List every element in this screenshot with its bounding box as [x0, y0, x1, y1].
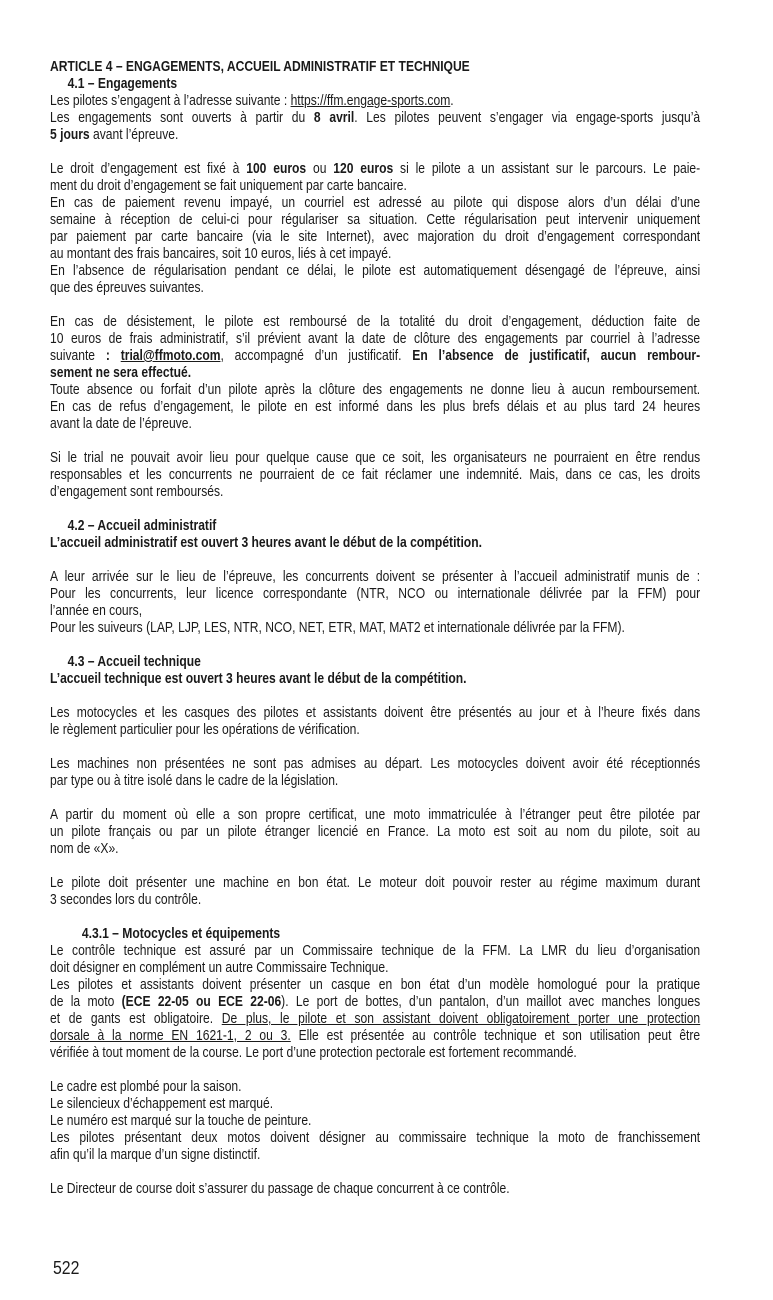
- paragraph-line: [50, 1028, 700, 1045]
- paragraph-line: Le numéro est marqué sur la touche de peinture.: [50, 1113, 312, 1129]
- paragraph-line: Pour les concurrents, leur licence correspondante (NTR, NCO ou internationale délivrée par la FFM) pour: [50, 586, 701, 602]
- section-4-3-subheading: L’accueil technique est ouvert 3 heures avant le début de la compétition.: [50, 671, 467, 687]
- paragraph-line: ment du droit d’engagement se fait uniquement par carte bancaire.: [50, 178, 407, 194]
- text: de la moto: [50, 994, 122, 1010]
- paragraph-line: [50, 127, 700, 144]
- page-number: 522: [53, 1258, 80, 1278]
- paragraph-line: par type ou à titre isolé dans le cadre de la législation.: [50, 773, 339, 789]
- paragraph-line: avant la date de l’épreuve.: [50, 416, 192, 432]
- paragraph-line: 10 euros de frais administratif, s’il prévient avant la date de clôture des engagements par courriel à l’adresse: [50, 331, 701, 347]
- paragraph-line: vérifiée à tout moment de la course. Le port d’une protection pectorale est fortement recommandé.: [50, 1045, 577, 1061]
- paragraph-line: Toute absence ou forfait d’un pilote après la clôture des engagements ne donne lieu à aucun remboursement.: [50, 382, 701, 398]
- article-title: ARTICLE 4 – ENGAGEMENTS, ACCUEIL ADMINISTRATIF ET TECHNIQUE: [50, 59, 470, 75]
- section-4-2-subheading: L’accueil administratif est ouvert 3 heures avant le début de la compétition.: [50, 535, 482, 551]
- text: Les pilotes s’engagent à l’adresse suivante :: [50, 93, 291, 109]
- text: Elle est présentée au contrôle technique et son utilisation peut être: [290, 1028, 701, 1044]
- helmet-standard-highlight: (ECE 22-05 ou ECE 22-06: [121, 994, 282, 1010]
- paragraph-line: [50, 161, 700, 178]
- paragraph-line: 3 secondes lors du contrôle.: [50, 892, 202, 908]
- paragraph-line: Les machines non présentées ne sont pas admises au départ. Les motocycles doivent avoir été réceptionnés: [50, 756, 701, 772]
- paragraph-line: le règlement particulier pour les opérations de vérification.: [50, 722, 360, 738]
- text: Le droit d’engagement est fixé à: [50, 161, 247, 177]
- paragraph-line: d’engagement sont remboursés.: [50, 484, 224, 500]
- fee-highlight: 100 euros: [246, 161, 307, 177]
- text: ou: [306, 161, 334, 177]
- paragraph-line: En cas de désistement, le pilote est remboursé de la totalité du droit d’engagement, déduction faite de: [50, 314, 701, 330]
- paragraph-line: que des épreuves suivantes.: [50, 280, 204, 296]
- paragraph-line: Pour les suiveurs (LAP, LJP, LES, NTR, NCO, NET, ETR, MAT, MAT2 et internationale délivrée par la FFM).: [50, 620, 625, 636]
- text: , accompagné d’un justificatif.: [220, 348, 413, 364]
- document-page: [50, 59, 700, 1198]
- paragraph-line: A leur arrivée sur le lieu de l’épreuve, les concurrents doivent se présenter à l’accueil administratif munis de :: [50, 569, 701, 585]
- paragraph-line: Le cadre est plombé pour la saison.: [50, 1079, 242, 1095]
- paragraph-line: [50, 348, 700, 365]
- paragraph-line: l’année en cours,: [50, 603, 143, 619]
- paragraph-line: Si le trial ne pouvait avoir lieu pour quelque cause que ce soit, les organisateurs ne pourraient en être rendus: [50, 450, 701, 466]
- date-highlight: 8 avril: [313, 110, 355, 126]
- paragraph-line: [50, 93, 700, 110]
- section-4-2-heading: 4.2 – Accueil administratif: [67, 518, 217, 534]
- paragraph-line: Le pilote doit présenter une machine en bon état. Le moteur doit pouvoir rester au régime maximum durant: [50, 875, 701, 891]
- paragraph-line: par paiement par carte bancaire (via le site Internet), avec majoration du droit d’engagement correspondant: [50, 229, 701, 245]
- paragraph-line: Les motocycles et les casques des pilotes et assistants doivent être présentés au jour et à l’heure fixés dans: [50, 705, 701, 721]
- underlined-requirement: dorsale à la norme EN 1621-1, 2 ou 3.: [50, 1028, 291, 1044]
- text: ). Le port de bottes, d’un pantalon, d’un maillot avec manches longues: [281, 994, 701, 1010]
- text: avant l’épreuve.: [89, 127, 179, 143]
- paragraph-line: Le Directeur de course doit s’assurer du passage de chaque concurrent à ce contrôle.: [50, 1181, 510, 1197]
- paragraph-line: au montant des frais bancaires, soit 10 euros, liés à cet impayé.: [50, 246, 392, 262]
- paragraph-line: En cas de refus d’engagement, le pilote en est informé dans les plus brefs délais et au plus tard 24 heures: [50, 399, 701, 415]
- trial-email-link[interactable]: trial@ffmoto.com: [120, 348, 221, 364]
- paragraph-line: nom de «X».: [50, 841, 119, 857]
- paragraph-line: [50, 110, 700, 127]
- paragraph-line: En l’absence de régularisation pendant ce délai, le pilote est automatiquement désengagé de l’épreuve, ainsi: [50, 263, 701, 279]
- text: . Les pilotes peuvent s’engager via engage-sports jusqu’à: [354, 110, 701, 126]
- paragraph-line: En cas de paiement revenu impayé, un courriel est adressé au pilote qui dispose alors d’un délai d’une: [50, 195, 701, 211]
- text: Les engagements sont ouverts à partir du: [50, 110, 314, 126]
- fee-highlight: 120 euros: [333, 161, 394, 177]
- text: et de gants est obligatoire.: [50, 1011, 222, 1027]
- paragraph-line: afin qu’il la marque d’un signe distinctif.: [50, 1147, 261, 1163]
- text: :: [105, 348, 121, 364]
- paragraph-line: [50, 1011, 700, 1028]
- paragraph-line: un pilote français ou par un pilote étranger licencié en France. La moto est soit au nom du pilote, soit au: [50, 824, 701, 840]
- section-4-3-heading: 4.3 – Accueil technique: [67, 654, 201, 670]
- section-4-1-heading: 4.1 – Engagements: [67, 76, 178, 92]
- paragraph-line: doit désigner en complément un autre Commissaire Technique.: [50, 960, 389, 976]
- text: .: [450, 93, 454, 109]
- section-4-3-1-heading: 4.3.1 – Motocycles et équipements: [81, 926, 281, 942]
- paragraph-line: responsables et les concurrents ne pourraient de ce fait réclamer une indemnité. Mais, dans ce cas, les droits: [50, 467, 701, 483]
- paragraph-line: [50, 365, 700, 382]
- warning-text: En l’absence de justificatif, aucun rembour-: [412, 348, 701, 364]
- paragraph-line: A partir du moment où elle a son propre certificat, une moto immatriculée à l’étranger peut être pilotée par: [50, 807, 701, 823]
- text: si le pilote a un assistant sur le parcours. Le paie-: [393, 161, 701, 177]
- paragraph-line: Le contrôle technique est assuré par un Commissaire technique de la FFM. La LMR du lieu d’organisation: [50, 943, 701, 959]
- text: suivante: [50, 348, 106, 364]
- underlined-requirement: De plus, le pilote et son assistant doivent obligatoirement porter une protection: [221, 1011, 701, 1027]
- engage-sports-link[interactable]: https://ffm.engage-sports.com: [290, 93, 451, 109]
- paragraph-line: Le silencieux d’échappement est marqué.: [50, 1096, 274, 1112]
- paragraph-line: semaine à réception de celui-ci pour régulariser sa situation. Cette régularisation peut intervenir uniquement: [50, 212, 701, 228]
- paragraph-line: Les pilotes et assistants doivent présenter un casque en bon état d’un modèle homologué pour la pratique: [50, 977, 701, 993]
- warning-text: sement ne sera effectué.: [50, 365, 192, 381]
- deadline-highlight: 5 jours: [50, 127, 90, 143]
- paragraph-line: Les pilotes présentant deux motos doivent désigner au commissaire technique la moto de franchissement: [50, 1130, 701, 1146]
- paragraph-line: [50, 994, 700, 1011]
